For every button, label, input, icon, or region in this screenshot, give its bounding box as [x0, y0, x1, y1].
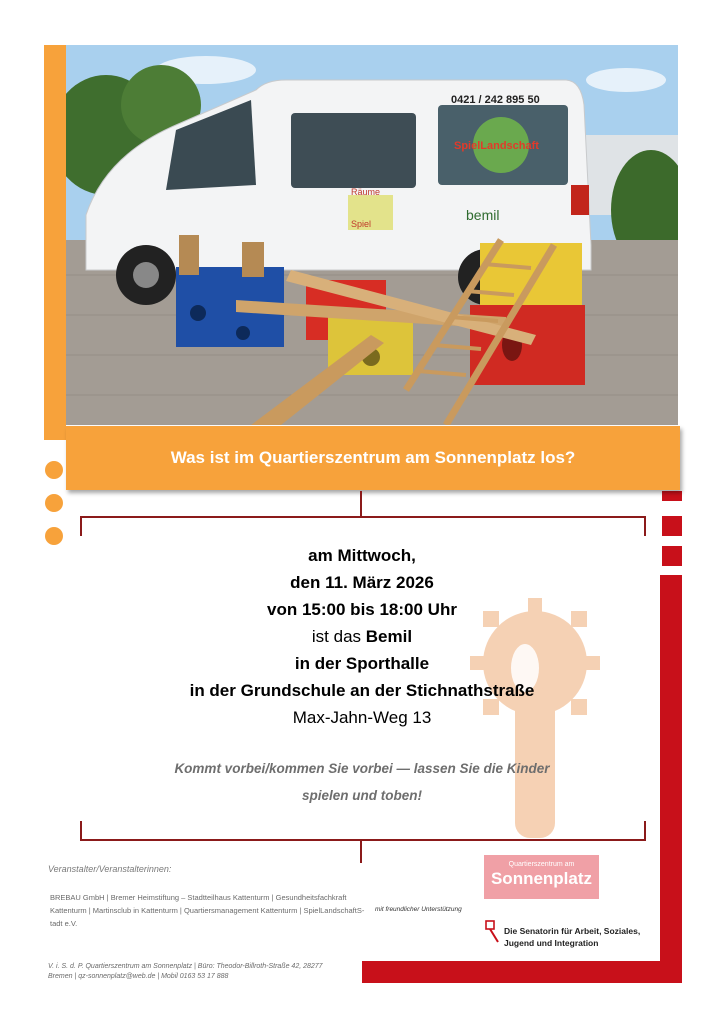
- senator-logo-text: [504, 925, 664, 949]
- banner-title: Was ist im Quartierszentrum am Sonnenplatz los?: [170, 448, 576, 467]
- event-place2: in der Grundschule an der Stichnathstraße: [189, 681, 535, 700]
- van-phone-number: 0421 / 242 895 50: [451, 94, 540, 106]
- red-frame-right: [660, 575, 682, 983]
- orange-dot: [45, 461, 63, 479]
- bracket-tick-bottom: [360, 839, 362, 863]
- orange-dot: [45, 494, 63, 512]
- bracket-tick-top: [360, 491, 362, 517]
- organizers-line2: Kattenturm | Martinsclub in Kattenturm | Quartiersmanagement Kattenturm | SpielLandschaftS-: [50, 906, 365, 915]
- visdp: [48, 962, 368, 982]
- senator-emblem-icon: [484, 920, 500, 944]
- orange-frame-left: [44, 45, 66, 440]
- spielraeume-logo-line2: Spiel: [351, 219, 372, 229]
- slogan: [120, 755, 604, 809]
- event-details: [120, 542, 604, 731]
- qz-logo-line1: Quartierszentrum am: [508, 861, 575, 868]
- bracket-top: [80, 516, 646, 536]
- spiellandschaft-logo: SpielLandschaft: [454, 140, 539, 152]
- red-frame-bottom: [362, 961, 682, 983]
- event-date: den 11. März 2026: [290, 573, 434, 592]
- event-is-the-prefix: ist das: [311, 627, 362, 646]
- event-place1: in der Sporthalle: [294, 654, 430, 673]
- organizers-line3: tadt e.V.: [50, 919, 78, 928]
- event-day: am Mittwoch,: [308, 546, 416, 565]
- quartierszentrum-logo: [484, 855, 599, 899]
- support-note: mit freundlicher Unterstützung: [375, 906, 462, 913]
- slogan-line1: Kommt vorbei/kommen Sie vorbei — lassen Sie die Kinder: [174, 761, 550, 776]
- red-square: [662, 516, 682, 536]
- orange-dot: [45, 527, 63, 545]
- red-square: [662, 546, 682, 566]
- slogan-line2: spielen und toben!: [302, 788, 422, 803]
- senator-line2: Jugend und Integration: [504, 938, 599, 948]
- bemil-logo: bemil: [466, 207, 500, 223]
- qz-logo-line2: Sonnenplatz: [490, 869, 593, 888]
- organizers-list: [50, 891, 370, 930]
- senator-line1: Die Senatorin für Arbeit, Soziales,: [504, 926, 641, 936]
- organizers-heading: Veranstalter/Veranstalterinnen:: [48, 864, 172, 874]
- event-name: Bemil: [365, 627, 413, 646]
- visdp-line1: V. i. S. d. P. Quartierszentrum am Sonnenplatz | Büro: Theodor-Billroth-Straße 42, 28277: [48, 963, 323, 970]
- spielraeume-logo-line1: Räume: [351, 187, 381, 197]
- visdp-line2: Bremen | qz-sonnenplatz@web.de | Mobil 0163 53 17 888: [48, 973, 229, 980]
- event-photo: [66, 45, 678, 425]
- event-time: von 15:00 bis 18:00 Uhr: [267, 600, 457, 619]
- organizers-line1: BREBAU GmbH | Bremer Heimstiftung – Stadtteilhaus Kattenturm | Gesundheitsfachkraft: [50, 893, 347, 902]
- red-square: [662, 491, 682, 501]
- event-is-the: [120, 623, 604, 650]
- event-address: Max-Jahn-Weg 13: [292, 708, 432, 727]
- title-banner: [66, 426, 680, 490]
